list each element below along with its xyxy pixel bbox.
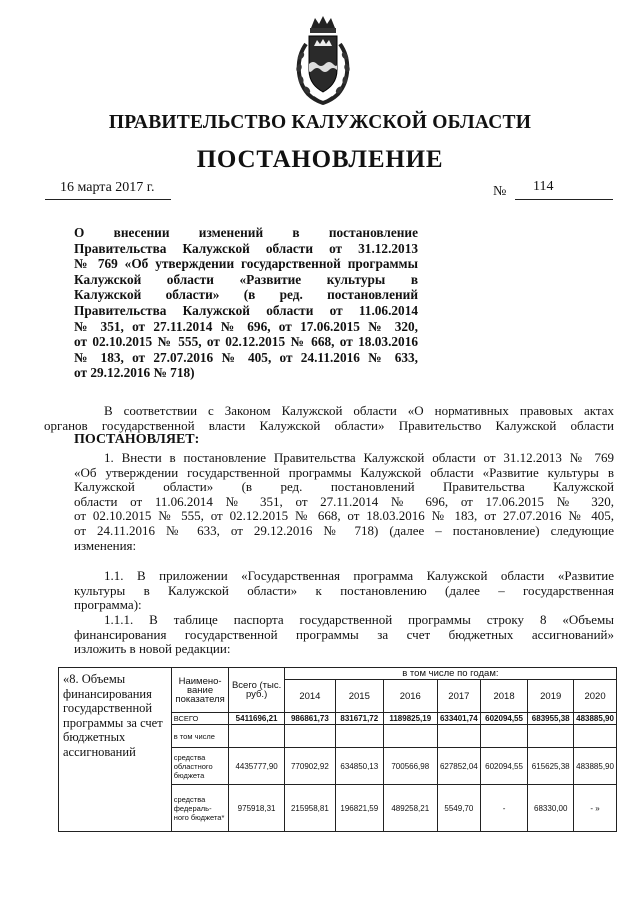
clause-line: культуры в Калужской области» к постановлению (далее – государственная (74, 582, 614, 598)
cell-value: 483885,90 (574, 748, 617, 785)
cell-value: 602094,55 (480, 748, 528, 785)
number-label: № (493, 184, 507, 199)
subject-line: № 183, от 27.07.2016 № 405, от 24.11.2016 № 633, (74, 349, 418, 365)
coat-of-arms-icon (292, 14, 354, 106)
cell-value: - » (574, 785, 617, 832)
clause-line: программа): (74, 597, 142, 613)
cell-value: - (480, 785, 528, 832)
subject-line: Калужской области» (в ред. постановлений (74, 287, 418, 303)
subject-line: О внесении изменений в постановление (74, 225, 418, 240)
government-title: ПРАВИТЕЛЬСТВО КАЛУЖСКОЙ ОБЛАСТИ (108, 112, 532, 133)
year-header: 2018 (480, 680, 528, 713)
clause-line: от 02.10.2015 № 555, от 02.12.2015 № 668, от 18.03.2016 № 183, от 27.07.2016 № 405, (74, 508, 614, 524)
financing-table (58, 667, 617, 832)
subject-line: № 769 «Об утверждении государственной программы (74, 256, 418, 272)
cell-value: 633401,74 (437, 713, 480, 725)
preamble-line: органов государственной власти Калужской области» Правительство Калужской области (44, 417, 614, 433)
cell-value: 489258,21 (383, 785, 437, 832)
date-underline (45, 199, 171, 200)
subject-line: от 02.10.2015 № 555, от 02.12.2015 № 668, от 18.03.2016 (74, 334, 418, 350)
cell-value: 5549,70 (437, 785, 480, 832)
clause-line: изменения: (74, 537, 137, 553)
subject-line: от 29.12.2016 № 718) (74, 365, 195, 381)
cell-value: 602094,55 (480, 713, 528, 725)
document-date: 16 марта 2017 г. (60, 180, 155, 195)
cell-value: 831671,72 (336, 713, 384, 725)
clause-1-1-1 (74, 613, 614, 657)
subject-line: Калужской области «Развитие культуры в (74, 271, 418, 287)
cell-value (574, 725, 617, 748)
preamble-line: В соответствии с Законом Калужской области «О нормативных правовых актах (104, 403, 614, 418)
resolves-heading: ПОСТАНОВЛЯЕТ: (74, 432, 200, 448)
cell-value: 700566,98 (383, 748, 437, 785)
clause-line: финансирования государственной программы за счет бюджетных ассигнований» (74, 626, 614, 642)
number-underline (515, 199, 613, 200)
clause-line: области от 11.06.2014 № 351, от 27.11.2014 № 696, от 17.06.2015 № 320, (74, 493, 614, 509)
year-header: 2019 (528, 680, 574, 713)
cell-value (437, 725, 480, 748)
document-subject (74, 225, 418, 381)
column-header-years-group: в том числе по годам: (284, 668, 616, 680)
cell-value: 1189825,19 (383, 713, 437, 725)
document-number: 114 (533, 179, 554, 194)
cell-value: 483885,90 (574, 713, 617, 725)
cell-value: 196821,59 (336, 785, 384, 832)
column-header-total: Всего (тыс. руб.) (229, 668, 284, 713)
column-header-indicator: Наимено-вание показателя (171, 668, 229, 713)
cell-value: 986861,73 (284, 713, 335, 725)
year-header: 2015 (336, 680, 384, 713)
clause-line: Калужской области» (в ред. постановлений Правительства Калужской (74, 479, 614, 495)
clause-line: от 24.11.2016 № 633, от 29.12.2016 № 718) (далее – постановление) следующие (74, 522, 614, 538)
cell-value: 634850,13 (336, 748, 384, 785)
cell-value: 683955,38 (528, 713, 574, 725)
year-header: 2016 (383, 680, 437, 713)
row-total: 975918,31 (229, 785, 284, 832)
clause-line: 1.1. В приложении «Государственная программа Калужской области «Развитие (104, 568, 614, 583)
cell-value (383, 725, 437, 748)
cell-value: 627852,04 (437, 748, 480, 785)
clause-line: «Об утверждении государственной программы Калужской области «Развитие культуры в (74, 464, 614, 480)
row-total: 4435777,90 (229, 748, 284, 785)
cell-value (336, 725, 384, 748)
cell-value (480, 725, 528, 748)
cell-value: 215958,81 (284, 785, 335, 832)
row-label: средства федераль-ного бюджета* (171, 785, 229, 832)
row-label: в том числе (171, 725, 229, 748)
clause-line: 1.1.1. В таблице паспорта государственной программы строку 8 «Объемы (104, 612, 614, 627)
preamble (44, 403, 614, 448)
clause-line: изложить в новой редакции: (74, 641, 231, 657)
cell-value (528, 725, 574, 748)
document-type: ПОСТАНОВЛЕНИЕ (196, 146, 444, 173)
row-total (229, 725, 284, 748)
subject-line: Правительства Калужской области от 11.06.2014 (74, 302, 418, 318)
year-header: 2017 (437, 680, 480, 713)
row-label: ВСЕГО (171, 713, 229, 725)
year-header: 2014 (284, 680, 335, 713)
row-total: 5411696,21 (229, 713, 284, 725)
clause-line: 1. Внести в постановление Правительства Калужской области от 31.12.2013 № 769 (104, 450, 614, 465)
subject-line: Правительства Калужской области от 31.12.2013 (74, 240, 418, 256)
financing-row-label: «8. Объемы финансирования государственной программы за счет бюджетных ассигнований (59, 668, 172, 832)
cell-value: 68330,00 (528, 785, 574, 832)
row-label: средства областного бюджета (171, 748, 229, 785)
subject-line: № 351, от 27.11.2014 № 696, от 17.06.2015 № 320, (74, 318, 418, 334)
clause-1 (74, 451, 614, 553)
clause-1-1 (74, 569, 614, 613)
year-header: 2020 (574, 680, 617, 713)
cell-value: 770902,92 (284, 748, 335, 785)
cell-value: 615625,38 (528, 748, 574, 785)
cell-value (284, 725, 335, 748)
